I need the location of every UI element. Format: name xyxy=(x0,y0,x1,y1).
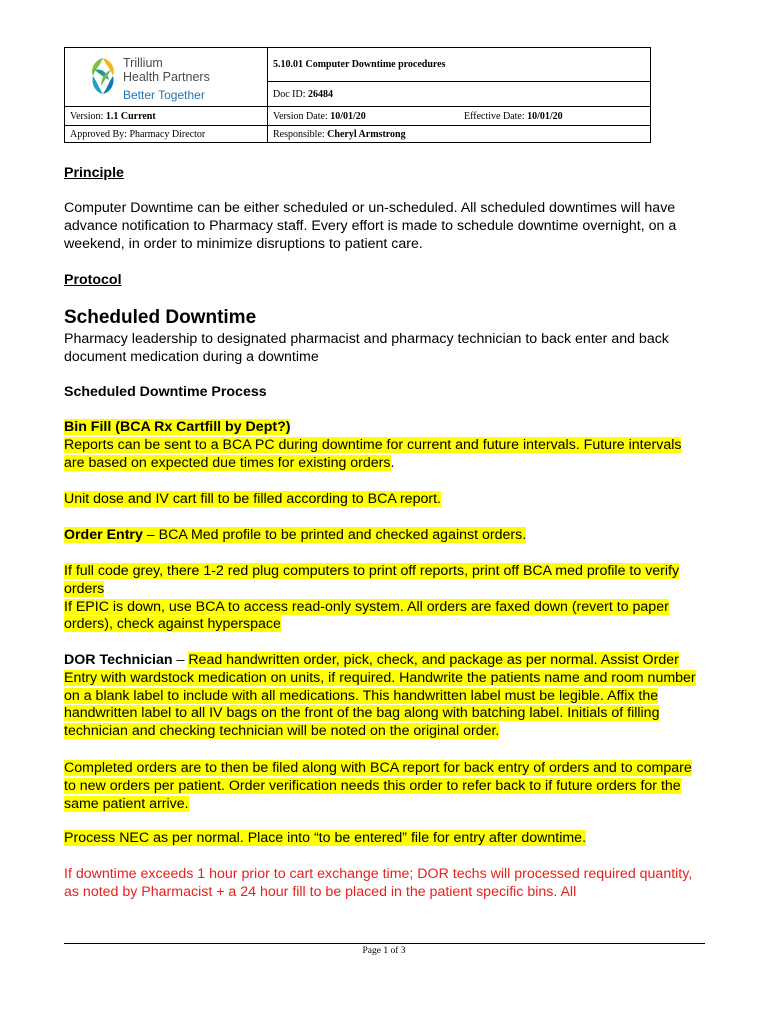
dor-technician-label: DOR Technician xyxy=(64,652,173,668)
principle-heading: Principle xyxy=(64,165,124,181)
doc-id-label: Doc ID: xyxy=(273,88,306,100)
order-entry-label: Order Entry xyxy=(64,527,143,543)
completed-orders-block xyxy=(64,760,704,813)
document-header-table xyxy=(64,47,651,143)
doc-id-value: 26484 xyxy=(308,88,333,100)
effective-date-label: Effective Date: xyxy=(464,110,525,122)
process-heading: Scheduled Downtime Process xyxy=(64,384,267,400)
epic-text: If EPIC is down, use BCA to access read-only system. All orders are faxed down (revert to paper orders), check against hyperspace xyxy=(64,598,669,633)
version-value: 1.1 Current xyxy=(105,110,156,122)
approved-by-label: Approved By: Pharmacy Director xyxy=(70,128,206,140)
logo-tagline: Better Together xyxy=(123,88,205,102)
principle-paragraph: Computer Downtime can be either scheduled or un-scheduled. All scheduled downtimes will have advance notification to Pharmacy staff. Every effort is made to schedule downtime overnight, on a weekend, in order to minimize disruptions to patient care. xyxy=(64,200,677,252)
responsible-cell xyxy=(268,126,651,143)
order-entry-block xyxy=(64,527,704,545)
doc-id-cell xyxy=(268,82,651,107)
completed-orders-text: Completed orders are to then be filed along with BCA report for back entry of orders and to compare to new orders per patient. Order verification needs this order to refer back to if future orders for the same patient arrive. xyxy=(64,760,692,812)
dor-technician-text: Read handwritten order, pick, check, and package as per normal. Assist Order Entry with wardstock medication on units, if required. Handwrite the patients name and room number on a blank label to include with all medications. This handwritten label must be legible. Affix the handwritten label to all IV bags on the front of the bag along with batching label. Initials of filling technician and checking technician will be noted on the original order. xyxy=(64,652,696,740)
bin-fill-text: Reports can be sent to a BCA PC during downtime for current and future intervals. Future intervals are based on expected due times for existing orders xyxy=(64,436,682,471)
unit-dose-block xyxy=(64,491,704,509)
bin-fill-block xyxy=(64,419,704,472)
protocol-heading: Protocol xyxy=(64,272,122,288)
page-number: Page 1 of 3 xyxy=(362,946,406,956)
bin-fill-heading: Bin Fill (BCA Rx Cartfill by Dept?) xyxy=(64,419,291,435)
responsible-label: Responsible: xyxy=(273,128,325,140)
dor-dash: – xyxy=(172,652,189,668)
version-label: Version: xyxy=(70,110,104,122)
logo-cell xyxy=(65,48,268,107)
downtime-exceeds-paragraph: If downtime exceeds 1 hour prior to cart exchange time; DOR techs will processed required quantity, as noted by Pharmacist + a 24 hour fill to be placed in the patient specific bins. All xyxy=(64,866,693,900)
approved-by-cell xyxy=(65,126,268,143)
full-code-text: If full code grey, there 1-2 red plug computers to print off reports, print off BCA med profile to verify orders xyxy=(64,563,680,597)
nec-block xyxy=(64,830,704,848)
full-code-block xyxy=(64,563,704,634)
trillium-logo-icon xyxy=(83,54,123,98)
scheduled-downtime-title: Scheduled Downtime xyxy=(64,307,257,328)
effective-date-value: 10/01/20 xyxy=(527,110,563,122)
responsible-value: Cheryl Armstrong xyxy=(327,128,406,140)
bin-fill-period: . xyxy=(390,454,395,471)
footer-divider xyxy=(64,943,705,944)
doc-title: 5.10.01 Computer Downtime procedures xyxy=(273,59,446,70)
dates-cell xyxy=(268,107,651,126)
nec-text: Process NEC as per normal. Place into “to be entered” file for entry after downtime. xyxy=(64,830,587,846)
logo-organization-name: Trillium Health Partners xyxy=(123,56,210,84)
doc-title-cell xyxy=(268,48,651,82)
scheduled-downtime-paragraph: Pharmacy leadership to designated pharmacist and pharmacy technician to back enter and back document medication during a downtime xyxy=(64,331,669,365)
version-date-value: 10/01/20 xyxy=(330,110,366,122)
unit-dose-text: Unit dose and IV cart fill to be filled according to BCA report. xyxy=(64,491,441,507)
version-cell xyxy=(65,107,268,126)
version-date-label: Version Date: xyxy=(273,110,328,122)
order-entry-text: – BCA Med profile to be printed and checked against orders. xyxy=(142,527,527,543)
dor-technician-block xyxy=(64,652,704,741)
